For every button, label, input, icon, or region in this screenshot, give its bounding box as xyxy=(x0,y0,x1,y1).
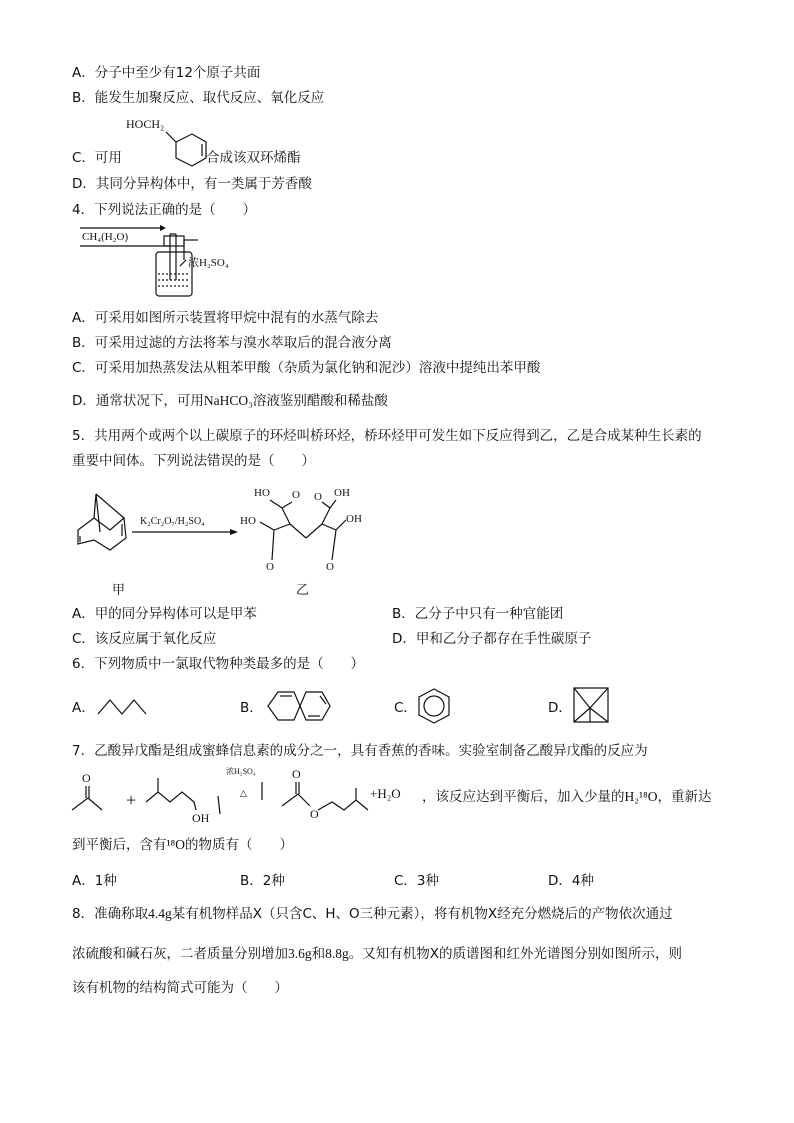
svg-text:O: O xyxy=(82,771,91,785)
q4-option-b: B．可采用过滤的方法将苯与溴水萃取后的混合液分离 xyxy=(72,335,392,351)
q4-option-d-suffix: 溶液鉴别醋酸和稀盐酸 xyxy=(252,393,388,409)
q8-line2: 浓硫酸和碱石灰，二者质量分别增加3.6g和8.8g。又知有机物X的质谱图和红外光谱图分别如图所示，则 xyxy=(72,946,682,962)
q4-option-a: A．可采用如图所示装置将甲烷中混有的水蒸气除去 xyxy=(72,310,379,326)
q4-gas-label: CH₄(H₂O) xyxy=(82,231,129,243)
q7-option-c: C．3种 xyxy=(394,873,440,889)
q7-option-b: B．2种 xyxy=(240,873,285,889)
q5-option-d: D．甲和乙分子都存在手性碳原子 xyxy=(392,631,592,647)
q5-reagent: K₂Cr₂O₇/H₂SO₄ xyxy=(140,516,205,527)
q3-option-b: B．能发生加聚反应、取代反应、氧化反应 xyxy=(72,90,325,106)
q3-option-c-suffix: 合成该双环烯酯 xyxy=(206,150,301,166)
q4-stem: 4．下列说法正确的是（ ） xyxy=(72,202,257,218)
q4-acid-label: 浓H₂SO₄ xyxy=(188,257,229,269)
q4-option-c: C．可采用加热蒸发法从粗苯甲酸（杂质为氯化钠和泥沙）溶液中提纯出苯甲酸 xyxy=(72,360,541,376)
svg-text:OH: OH xyxy=(192,811,210,825)
svg-text:O: O xyxy=(292,767,301,781)
q7-isotope-water: H₂¹⁸O xyxy=(624,789,658,804)
q4-option-d-prefix: D．通常状况下，可用 xyxy=(72,393,204,409)
q5-stem-line1: 5．共用两个或两个以上碳原子的环烃叫桥环烃，桥环烃甲可发生如下反应得到乙，乙是合成某种生长素的 xyxy=(72,428,702,444)
q4-gas-washing-apparatus xyxy=(76,222,246,302)
q6-pentane-zigzag xyxy=(96,692,152,722)
q6-option-a-label: A． xyxy=(72,700,95,716)
svg-text:O: O xyxy=(266,561,274,573)
q3-option-a: A．分子中至少有12个原子共面 xyxy=(72,65,261,81)
q3-cyclohexenylmethanol-structure xyxy=(118,112,218,172)
q7-stem: 7．乙酸异戊酯是组成蜜蜂信息素的成分之一，具有香蕉的香味。实验室制备乙酸异戊酯的反应为 xyxy=(72,743,648,759)
svg-text:O: O xyxy=(314,491,322,503)
q7-option-d: D．4种 xyxy=(548,873,594,889)
q3-option-c-prefix: C．可用 xyxy=(72,150,122,166)
svg-text:OH: OH xyxy=(334,487,350,499)
q4-option-d-formula: NaHCO₃ xyxy=(203,393,253,408)
q7-line2: 到平衡后，含有¹⁸O的物质有（ ） xyxy=(72,837,294,853)
q7-isotope-o: ¹⁸O xyxy=(166,837,186,852)
cyclopentane-tetracarboxylic-acid xyxy=(240,487,362,573)
q4-option-d xyxy=(72,392,388,410)
q5-stem-line2: 重要中间体。下列说法错误的是（ ） xyxy=(72,453,315,469)
svg-text:HO: HO xyxy=(254,487,270,499)
label-jia: 甲 xyxy=(112,582,126,597)
q6-benzene xyxy=(414,686,454,726)
svg-text:O: O xyxy=(292,489,300,501)
svg-text:△: △ xyxy=(240,788,247,798)
svg-text:+: + xyxy=(126,790,137,810)
q5-option-a: A．甲的同分异构体可以是甲苯 xyxy=(72,606,257,622)
q6-stem: 6．下列物质中一氯取代物种类最多的是（ ） xyxy=(72,656,365,672)
q7-esterification-equation xyxy=(66,766,422,828)
q5-option-b: B．乙分子中只有一种官能团 xyxy=(392,606,564,622)
q5-reaction-scheme xyxy=(70,478,390,598)
label-yi: 乙 xyxy=(296,582,310,597)
q5-option-c: C．该反应属于氧化反应 xyxy=(72,631,217,647)
q6-option-b-label: B． xyxy=(240,700,263,716)
q6-naphthalene xyxy=(264,686,334,726)
q6-option-c-label: C． xyxy=(394,700,417,716)
q6-option-d-label: D． xyxy=(548,700,572,716)
q8-line3: 该有机物的结构简式可能为（ ） xyxy=(72,980,288,996)
svg-text:OH: OH xyxy=(346,513,362,525)
q3-option-d: D．其同分异构体中，有一类属于芳香酸 xyxy=(72,176,312,192)
q7-equation-tail: ，该反应达到平衡后，加入少量的H₂¹⁸O，重新达 xyxy=(422,789,712,805)
svg-text:HO: HO xyxy=(240,515,256,527)
q7-water: +H₂O xyxy=(370,786,401,801)
svg-text:O: O xyxy=(310,807,319,821)
svg-text:O: O xyxy=(326,561,334,573)
q6-prismane xyxy=(570,684,612,728)
norbornadiene-structure xyxy=(78,494,126,550)
q7-catalyst: 浓H₂SO₄ xyxy=(226,767,256,776)
q7-option-a: A．1种 xyxy=(72,873,117,889)
q8-line1: 8．准确称取4.4g某有机物样品X（只含C、H、O三种元素），将有机物X经充分燃烧后的产物依次通过 xyxy=(72,906,673,922)
q3-struct-label: HOCH₂ xyxy=(126,117,165,131)
